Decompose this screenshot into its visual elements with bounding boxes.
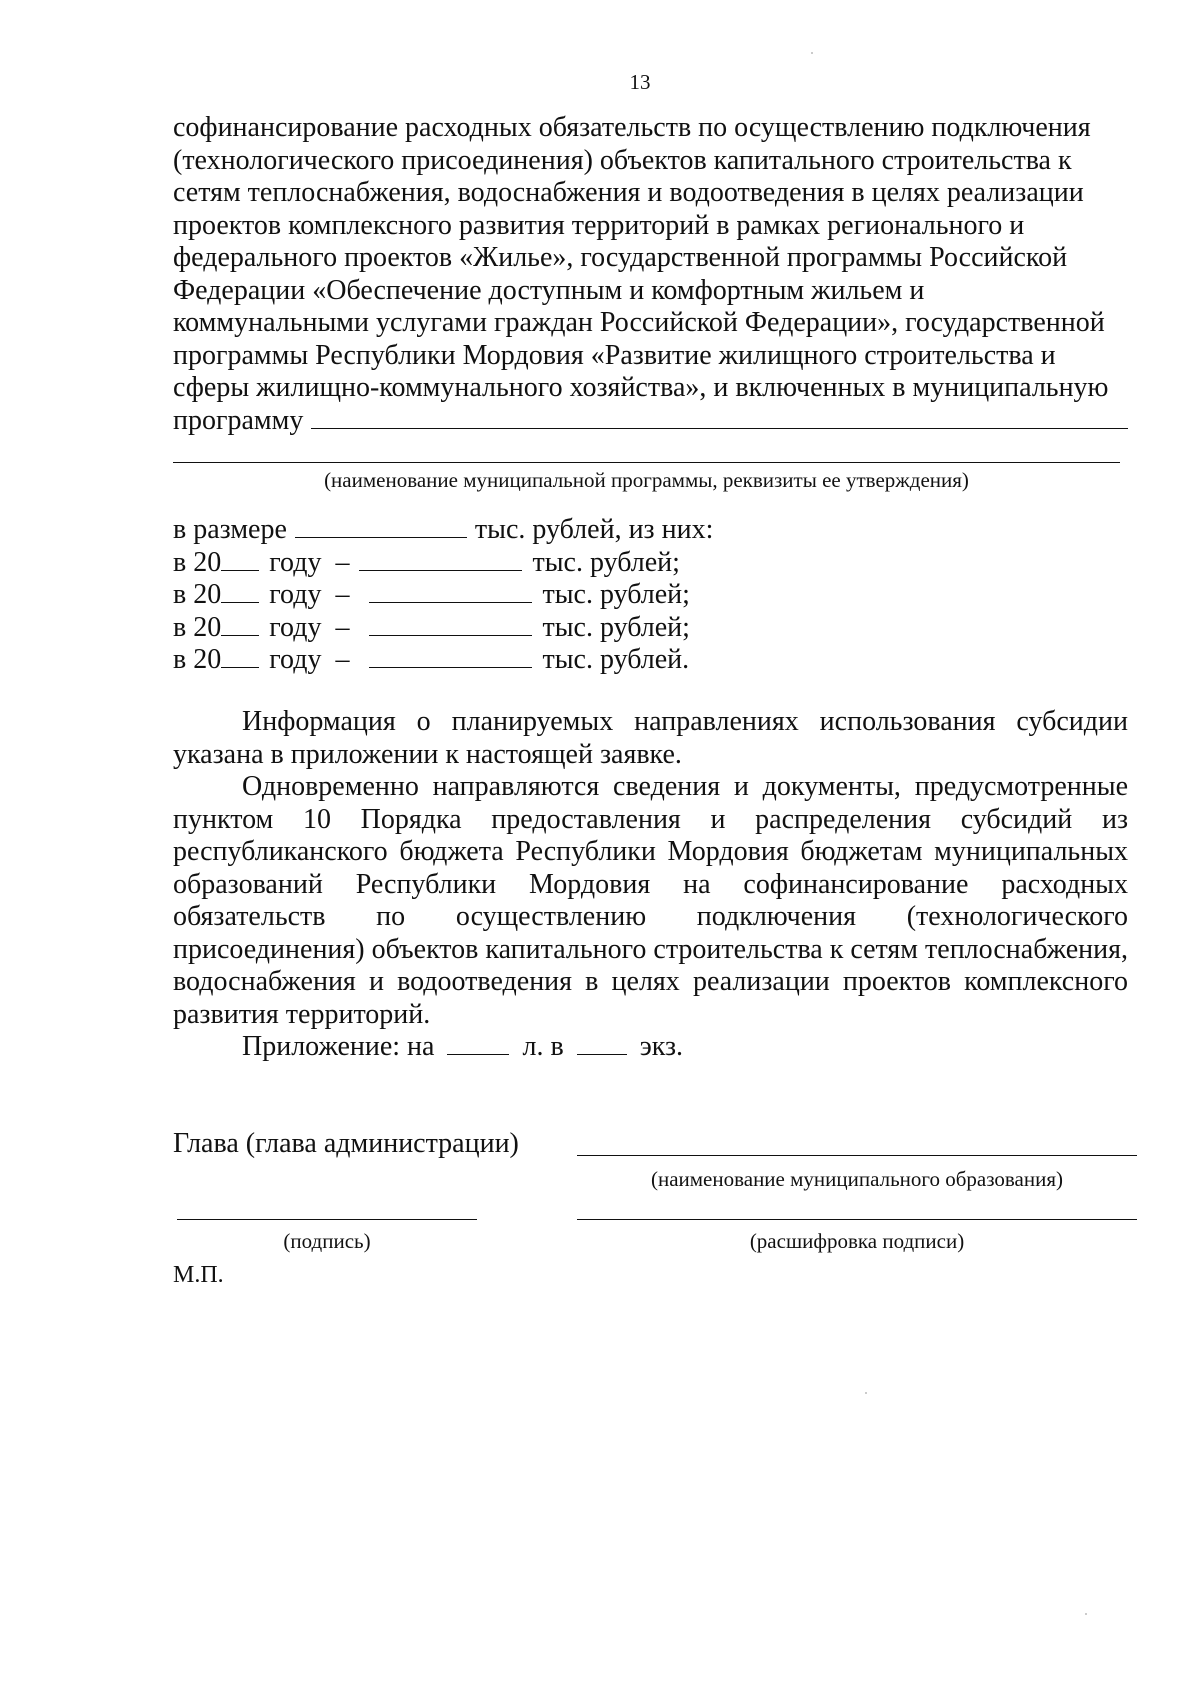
transcript-caption: (расшифровка подписи) — [749, 1229, 965, 1253]
info-paragraph: Информация о планируемых направлениях использования субсидии указана в приложении к настоящей заявке. — [173, 706, 1128, 770]
amount-year-row — [173, 644, 713, 677]
intro-line: коммунальными услугами граждан Российской Федерации», государственной — [173, 307, 1105, 338]
year-word: году — [269, 546, 322, 578]
documents-paragraph: Одновременно направляются сведения и документы, предусмотренные пунктом 10 Порядка предоставления и распределения субсидий из республиканского бюджета Республики Мордовия бюджетам муниципальных образований Республики Мордовия на софинансирование расходных обязательств по осуществлению подключения (технологического присоединения) объектов капитального строительства к сетям теплоснабжения, водоснабжения и водоотведения в целях реализации проектов комплексного развития территорий. — [173, 771, 1128, 1030]
attachment-prefix: Приложение: на — [242, 1031, 435, 1062]
intro-line: проектов комплексного развития территорий в рамках регионального и — [173, 209, 1025, 241]
attachment-mid: л. в — [522, 1031, 564, 1062]
year-unit: тыс. рублей; — [532, 546, 680, 578]
signature-caption: (подпись) — [283, 1229, 371, 1253]
intro-line: федерального проектов «Жилье», государственной программы Российской — [173, 242, 1068, 273]
scan-speck — [1085, 1613, 1087, 1615]
year-dash: – — [335, 644, 350, 675]
year-unit: тыс. рублей; — [542, 579, 690, 610]
year-blank[interactable] — [221, 613, 259, 636]
year-word: году — [269, 579, 322, 610]
year-unit: тыс. рублей; — [542, 611, 690, 643]
program-name-blank-2[interactable] — [173, 462, 1120, 463]
body-text — [173, 706, 1128, 1064]
page-number: 13 — [629, 70, 651, 94]
intro-line: Федерации «Обеспечение доступным и комфортным жильем и — [173, 274, 925, 306]
attachment-line — [173, 1031, 1128, 1064]
intro-line: сферы жилищно-коммунального хозяйства», и включенных в муниципальную — [173, 372, 1109, 403]
year-word: году — [269, 611, 322, 643]
head-title: Глава (глава администрации) — [173, 1128, 519, 1159]
year-blank[interactable] — [221, 548, 259, 571]
attachment-copies-blank[interactable] — [577, 1032, 627, 1055]
year-blank[interactable] — [221, 580, 259, 603]
amount-year-row — [173, 547, 713, 580]
year-blank[interactable] — [221, 645, 259, 668]
intro-line: программы Республики Мордовия «Развитие жилищного строительства и — [173, 339, 1056, 371]
scan-speck — [811, 52, 813, 54]
intro-line: (технологического присоединения) объектов капитального строительства к — [173, 144, 1072, 176]
signature-blank[interactable] — [177, 1219, 477, 1220]
year-word: году — [269, 644, 322, 675]
year-prefix: в 20 — [173, 611, 222, 643]
year-prefix: в 20 — [173, 579, 222, 610]
amount-total-row — [173, 514, 713, 547]
program-caption: (наименование муниципальной программы, реквизиты ее утверждения) — [324, 468, 969, 492]
year-amount-blank[interactable] — [369, 613, 532, 636]
program-label: программу — [173, 404, 304, 436]
attachment-pages-blank[interactable] — [447, 1032, 509, 1055]
stamp-place: М.П. — [173, 1262, 224, 1288]
amount-total-prefix: в размере — [173, 514, 287, 545]
intro-paragraph — [173, 112, 1128, 437]
program-name-blank[interactable] — [311, 406, 1128, 429]
year-unit: тыс. рублей. — [542, 644, 690, 675]
year-amount-blank[interactable] — [369, 645, 532, 668]
amount-year-row — [173, 612, 713, 645]
year-prefix: в 20 — [173, 644, 222, 675]
signature-transcript-blank[interactable] — [577, 1219, 1137, 1220]
amount-year-row — [173, 579, 713, 612]
year-prefix: в 20 — [173, 546, 222, 578]
amount-total-suffix: тыс. рублей, из них: — [474, 514, 714, 545]
year-dash: – — [335, 611, 350, 643]
year-dash: – — [335, 546, 350, 578]
amounts-block — [173, 514, 713, 677]
program-line — [173, 405, 1128, 438]
municipality-blank[interactable] — [577, 1155, 1137, 1156]
municipality-caption: (наименование муниципального образования) — [650, 1167, 1064, 1191]
year-dash: – — [335, 579, 350, 610]
year-amount-blank[interactable] — [369, 580, 532, 603]
amount-total-blank[interactable] — [295, 515, 467, 538]
attachment-suffix: экз. — [639, 1031, 683, 1062]
intro-line: софинансирование расходных обязательств по осуществлению подключения — [173, 112, 1091, 143]
scan-speck — [865, 1392, 867, 1394]
intro-line: сетям теплоснабжения, водоснабжения и водоотведения в целях реализации — [173, 177, 1084, 208]
year-amount-blank[interactable] — [359, 548, 522, 571]
